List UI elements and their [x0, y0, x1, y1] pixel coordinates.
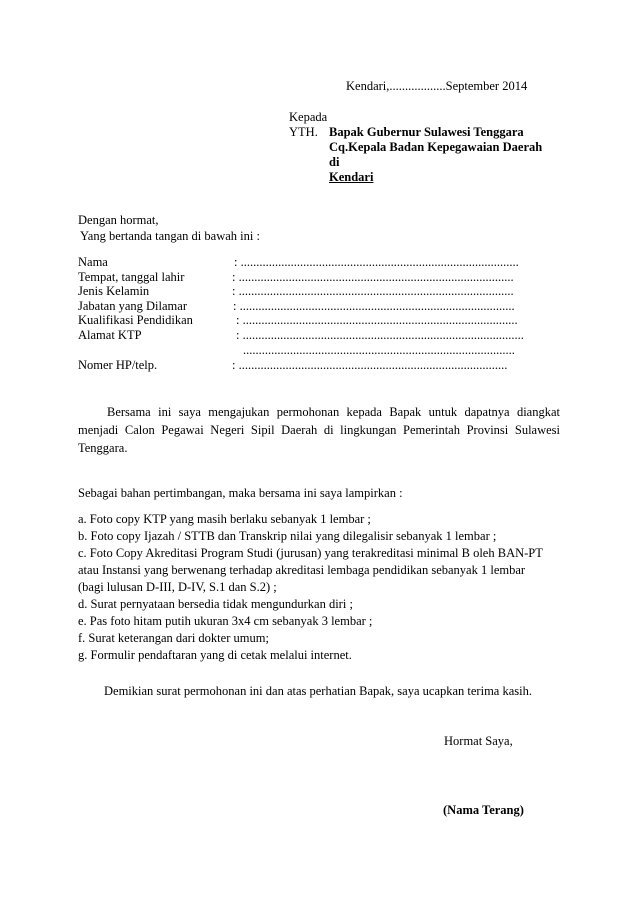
- addressee-kepada: Kepada: [289, 110, 328, 124]
- field-label-ttl: Tempat, tanggal lahir: [78, 270, 185, 284]
- paragraph-line-1: Bersama ini saya mengajukan permohonan kepada Bapak untuk dapatnya diangkat: [107, 405, 560, 419]
- paragraph-line-2: menjadi Calon Pegawai Negeri Sipil Daerah di lingkungan Pemerintah Provinsi Sulawesi: [78, 423, 560, 437]
- field-value-jabatan: : ........................................................................................: [233, 299, 515, 313]
- addressee-line-1: Bapak Gubernur Sulawesi Tenggara: [329, 125, 524, 139]
- addressee-line-3: di: [329, 155, 340, 169]
- attachment-d: d. Surat pernyataan bersedia tidak mengundurkan diri ;: [78, 597, 353, 611]
- paragraph-line-3: Tenggara.: [78, 441, 128, 455]
- addressee-line-2: Cq.Kepala Badan Kepegawaian Daerah: [329, 140, 543, 154]
- field-value-alamat: : ..........................................................................................: [236, 328, 524, 342]
- greeting-line-2: Yang bertanda tangan di bawah ini :: [80, 229, 260, 243]
- attachments-intro: Sebagai bahan pertimbangan, maka bersama ini saya lampirkan :: [78, 486, 403, 500]
- signature-name: (Nama Terang): [443, 803, 524, 817]
- field-label-alamat: Alamat KTP: [78, 328, 142, 342]
- field-label-jabatan: Jabatan yang Dilamar: [78, 299, 187, 313]
- attachment-a: a. Foto copy KTP yang masih berlaku sebanyak 1 lembar ;: [78, 512, 371, 526]
- attachment-c-cont-2: (bagi lulusan D-III, D-IV, S.1 dan S.2) ;: [78, 580, 277, 594]
- attachment-c: c. Foto Copy Akreditasi Program Studi (jurusan) yang terakreditasi minimal B oleh BAN-PT: [78, 546, 543, 560]
- attachment-c-cont: atau Instansi yang berwenang terhadap akreditasi lembaga pendidikan sebanyak 1 lembar: [78, 563, 526, 577]
- field-label-jenis-kelamin: Jenis Kelamin: [78, 284, 150, 298]
- place-date: Kendari,..................September 2014: [346, 79, 528, 93]
- field-value-jenis-kelamin: : ........................................................................................: [232, 284, 514, 298]
- attachment-f: f. Surat keterangan dari dokter umum;: [78, 631, 269, 645]
- field-value-nama: : .........................................................................................: [234, 255, 519, 269]
- field-value-kualifikasi: : ........................................................................................: [236, 313, 518, 327]
- attachment-e: e. Pas foto hitam putih ukuran 3x4 cm sebanyak 3 lembar ;: [78, 614, 373, 628]
- addressee-yth: YTH.: [289, 125, 318, 139]
- greeting-line-1: Dengan hormat,: [78, 213, 159, 227]
- addressee-line-4: Kendari: [329, 170, 374, 184]
- signature-regards: Hormat Saya,: [444, 734, 513, 748]
- field-label-hp: Nomer HP/telp.: [78, 358, 158, 372]
- attachment-b: b. Foto copy Ijazah / STTB dan Transkrip nilai yang dilegalisir sebanyak 1 lembar ;: [78, 529, 497, 543]
- field-value-hp: : ......................................................................................: [232, 358, 508, 372]
- field-label-nama: Nama: [78, 255, 108, 269]
- field-value-alamat-cont: .......................................................................................: [243, 343, 515, 357]
- field-value-ttl: : ........................................................................................: [232, 270, 514, 284]
- closing-sentence: Demikian surat permohonan ini dan atas perhatian Bapak, saya ucapkan terima kasih.: [104, 684, 532, 698]
- attachment-g: g. Formulir pendaftaran yang di cetak melalui internet.: [78, 648, 352, 662]
- field-label-kualifikasi: Kualifikasi Pendidikan: [78, 313, 193, 327]
